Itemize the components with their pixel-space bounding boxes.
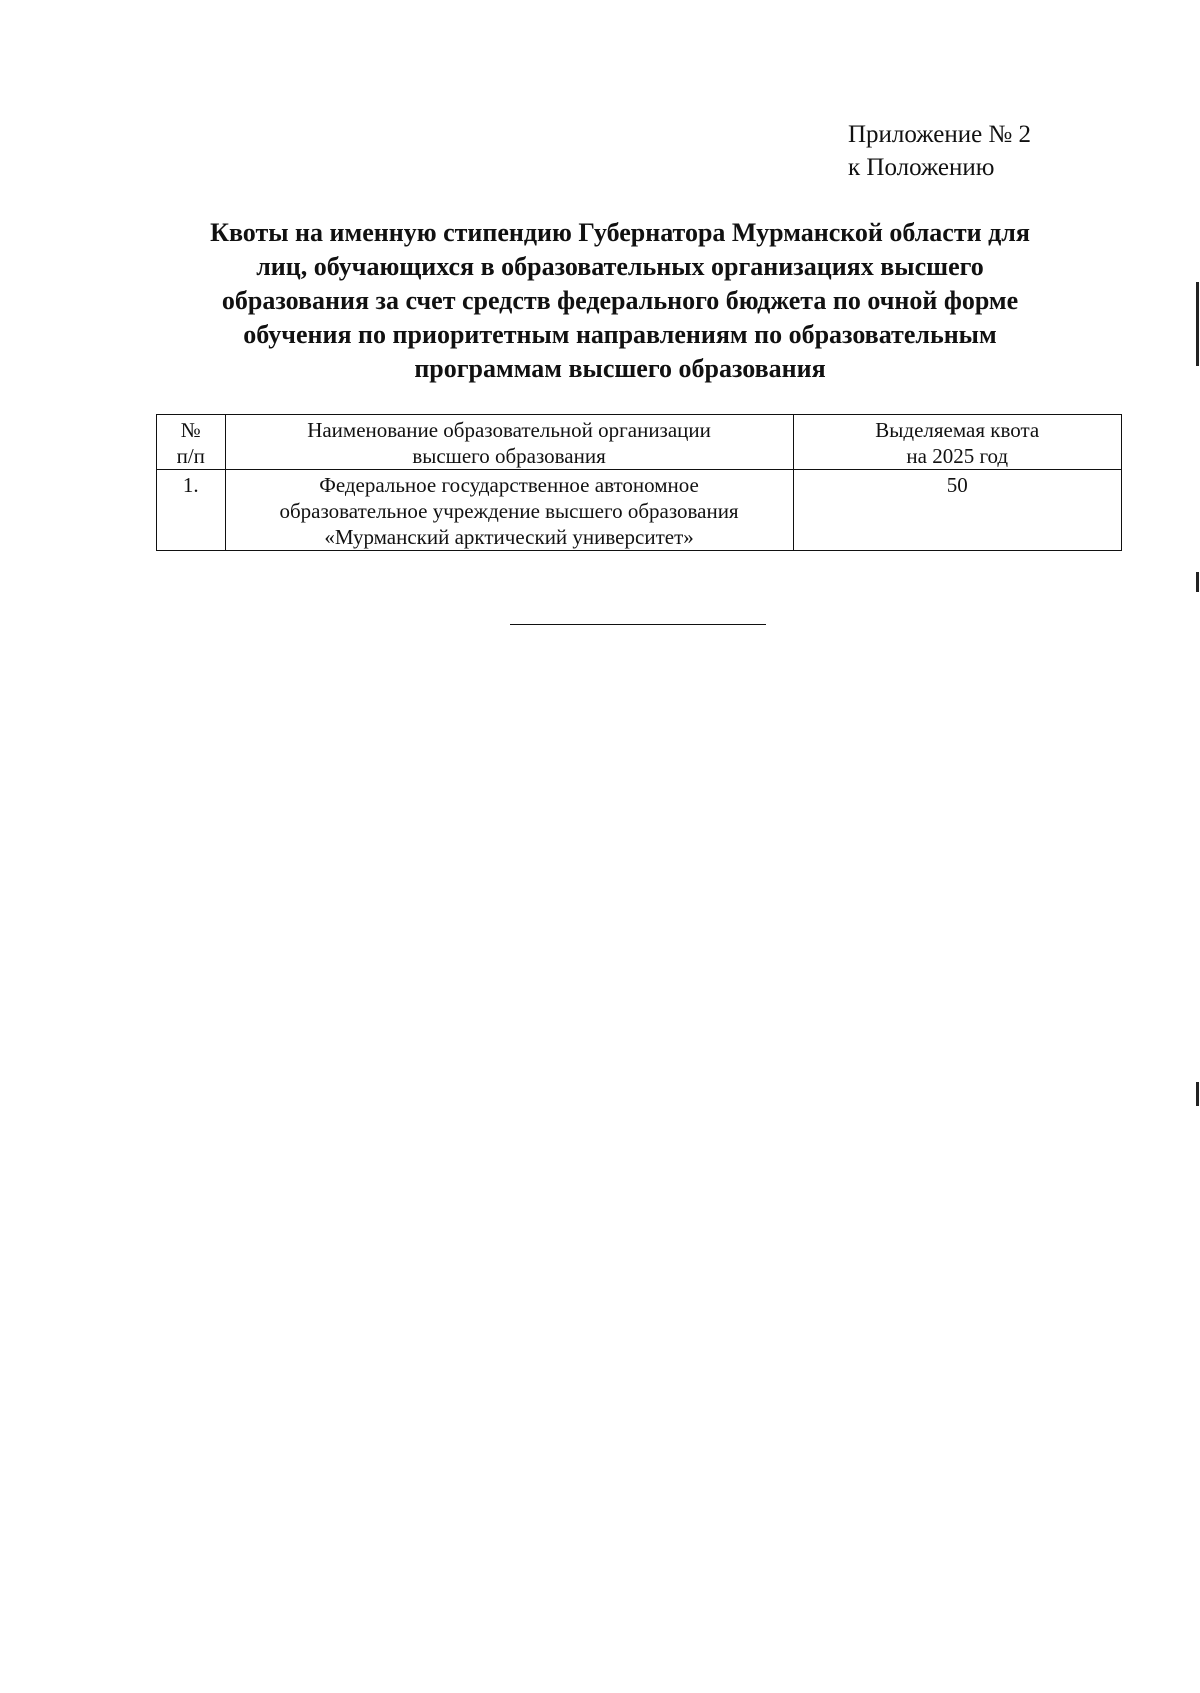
row-quota: 50 xyxy=(793,470,1121,551)
appendix-number: Приложение № 2 xyxy=(848,121,1032,148)
header-organization-line: высшего образования xyxy=(412,444,606,468)
organization-line: «Мурманский арктический университет» xyxy=(324,525,694,549)
header-number-line: № xyxy=(180,418,201,442)
title-line: лиц, обучающихся в образовательных организациях высшего xyxy=(256,252,984,281)
end-divider-line xyxy=(510,624,766,625)
header-organization xyxy=(225,415,793,470)
title-line: Квоты на именную стипендию Губернатора Мурманской области для xyxy=(210,218,1030,247)
title-line: программам высшего образования xyxy=(414,354,826,383)
header-quota-line: на 2025 год xyxy=(906,444,1009,468)
organization-line: образовательное учреждение высшего образования xyxy=(279,499,739,523)
header-quota xyxy=(793,415,1121,470)
table-row xyxy=(157,470,1122,551)
table-header-row xyxy=(157,415,1122,470)
header-number xyxy=(157,415,226,470)
title-line: образования за счет средств федерального бюджета по очной форме xyxy=(221,286,1019,315)
scan-edge-mark xyxy=(1196,1082,1199,1106)
title-line: обучения по приоритетным направлениям по образовательным xyxy=(243,320,997,349)
scan-edge-mark xyxy=(1196,572,1199,592)
row-number: 1. xyxy=(157,470,226,551)
appendix-reference: к Положению xyxy=(848,154,995,181)
organization-line: Федеральное государственное автономное xyxy=(319,473,699,497)
scan-edge-mark xyxy=(1196,282,1199,366)
header-quota-line: Выделяемая квота xyxy=(875,418,1040,442)
document-title xyxy=(150,216,1090,386)
quota-table xyxy=(156,414,1122,551)
row-organization xyxy=(225,470,793,551)
header-number-line: п/п xyxy=(176,444,205,468)
appendix-label xyxy=(848,118,1031,184)
header-organization-line: Наименование образовательной организации xyxy=(307,418,711,442)
